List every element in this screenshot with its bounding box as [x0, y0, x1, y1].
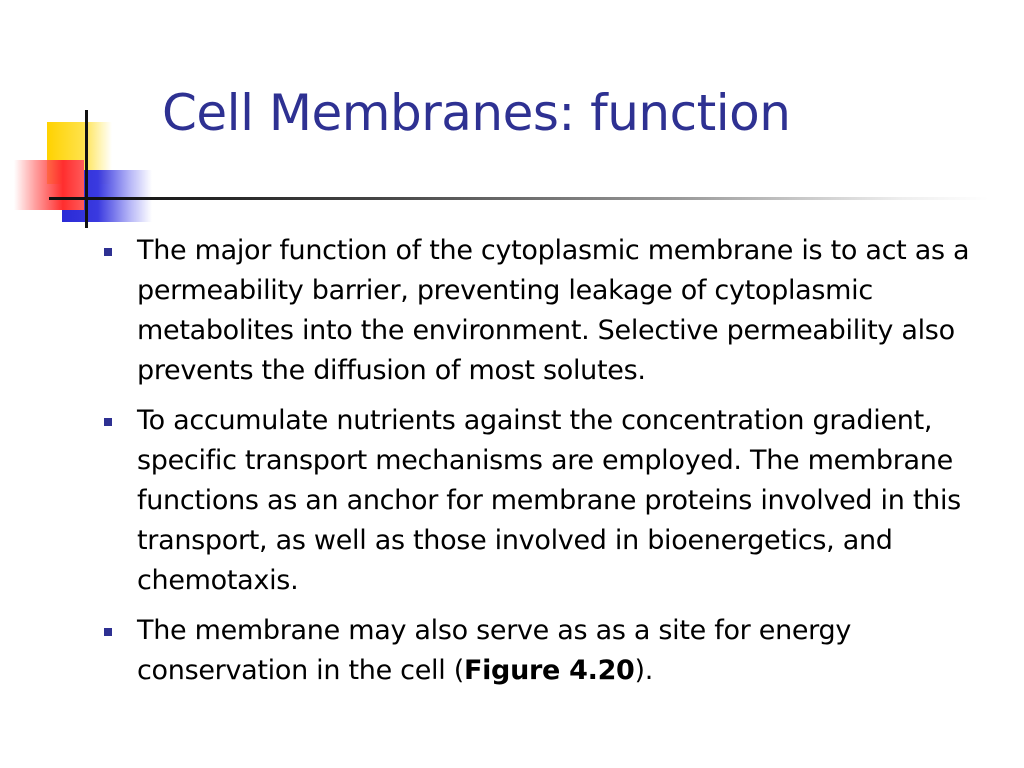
horizontal-line-short [49, 197, 109, 200]
bullet-item [104, 611, 1004, 691]
bullet-marker-icon [104, 628, 112, 636]
bullet-text [137, 611, 1004, 691]
bullet-text-part: The membrane may also serve as as a site for energy conservation in the cell ( [137, 615, 852, 686]
bullet-text: To accumulate nutrients against the concentration gradient, specific transport mechanisms are employed. The membrane functions as an anchor for membrane proteins involved in this transport, as well as those involved in bioenergetics, and chemotaxis. [137, 405, 961, 596]
vertical-line [85, 110, 88, 228]
slide-title: Cell Membranes: function [162, 84, 791, 142]
bullet-marker-icon [104, 248, 112, 256]
bullet-list [104, 231, 1004, 701]
bullet-text-part: ). [634, 655, 654, 686]
bullet-text: The major function of the cytoplasmic membrane is to act as a permeability barrier, preventing leakage of cytoplasmic metabolites into the environment. Selective permeability also prevents the diffusion of most solutes. [137, 235, 970, 386]
bullet-marker-icon [104, 418, 112, 426]
template-corner-squares-icon [0, 0, 160, 240]
figure-reference: Figure 4.20 [463, 655, 635, 686]
title-underline-rule [109, 197, 989, 200]
red-square [14, 160, 84, 210]
bullet-item [104, 401, 1004, 601]
bullet-item [104, 231, 1004, 391]
